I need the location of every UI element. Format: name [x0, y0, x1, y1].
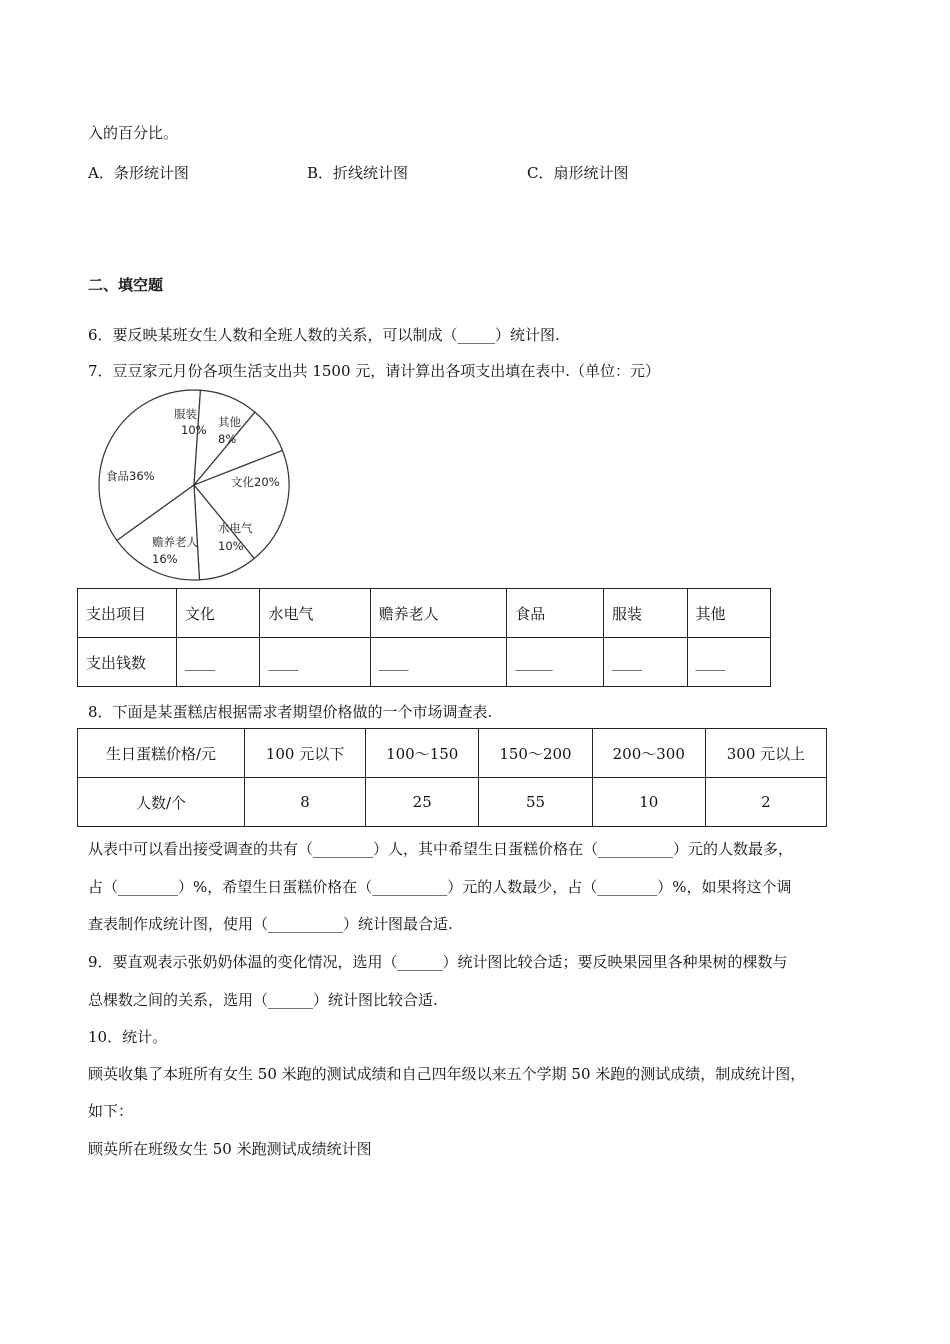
answer-blank[interactable]: ____	[260, 638, 370, 687]
q9-line-1: 9．要直观表示张奶奶体温的变化情况，选用（______）统计图比较合适；要反映果园里各种果树的棵数与	[88, 953, 788, 971]
table-cell: 150～200	[479, 729, 592, 778]
pie-label-elder-pct: 16%	[152, 552, 178, 566]
q8-line-3: 查表制作成统计图，使用（__________）统计图最合适.	[88, 915, 453, 933]
q10-line-1: 顾英收集了本班所有女生 50 米跑的测试成绩和自己四年级以来五个学期 50 米跑的测试成绩，制成统计图，	[88, 1065, 806, 1083]
table-cell: 100～150	[366, 729, 479, 778]
table-cell: 水电气	[260, 589, 370, 638]
answer-blank[interactable]: ____	[687, 638, 771, 687]
q10-line-2: 如下：	[88, 1102, 134, 1120]
table-row	[78, 589, 771, 638]
table-cell: 300 元以上	[705, 729, 826, 778]
pie-label-utility-pct: 10%	[218, 539, 244, 553]
cake-survey-table	[77, 728, 827, 827]
table-cell: 10	[592, 778, 705, 827]
pie-label-clothes-pct: 10%	[181, 423, 207, 437]
pie-label-elder: 赡养老人	[152, 535, 198, 549]
q8-line-2: 占（________）%，希望生日蛋糕价格在（__________）元的人数最少，占（________）%，如果将这个调	[88, 878, 792, 896]
table-row	[78, 729, 827, 778]
table-cell: 100 元以下	[245, 729, 366, 778]
section-title: 二、填空题	[88, 276, 164, 294]
table-cell: 文化	[177, 589, 260, 638]
table-cell: 食品	[507, 589, 604, 638]
table-cell: 25	[366, 778, 479, 827]
q5-tail: 入的百分比。	[88, 124, 179, 142]
pie-label-food: 食品36%	[106, 469, 155, 483]
answer-blank[interactable]: _____	[507, 638, 604, 687]
pie-label-utility: 水电气	[218, 521, 253, 535]
q5-option-c[interactable]: C．扇形统计图	[527, 164, 629, 182]
answer-blank[interactable]: ____	[177, 638, 260, 687]
table-cell: 8	[245, 778, 366, 827]
table-cell: 200～300	[592, 729, 705, 778]
q10-caption: 顾英所在班级女生 50 米跑测试成绩统计图	[88, 1140, 372, 1158]
pie-chart	[92, 388, 302, 584]
q8-text: 8．下面是某蛋糕店根据需求者期望价格做的一个市场调查表.	[88, 703, 493, 721]
table-cell: 人数/个	[78, 778, 245, 827]
q7-text: 7．豆豆家元月份各项生活支出共 1500 元，请计算出各项支出填在表中.（单位：元）	[88, 362, 661, 380]
table-cell: 支出项目	[78, 589, 177, 638]
table-row	[78, 778, 827, 827]
answer-blank[interactable]: ____	[604, 638, 687, 687]
pie-label-other-pct: 8%	[218, 432, 237, 446]
answer-blank[interactable]: ____	[370, 638, 507, 687]
expense-table	[77, 588, 771, 687]
q6-text: 6．要反映某班女生人数和全班人数的关系，可以制成（_____）统计图.	[88, 326, 560, 344]
pie-label-other: 其他	[218, 415, 241, 429]
table-cell: 生日蛋糕价格/元	[78, 729, 245, 778]
table-row	[78, 638, 771, 687]
table-cell: 支出钱数	[78, 638, 177, 687]
table-cell: 2	[705, 778, 826, 827]
q5-option-b[interactable]: B．折线统计图	[307, 164, 409, 182]
q9-line-2: 总棵数之间的关系，选用（______）统计图比较合适.	[88, 991, 438, 1009]
pie-label-culture: 文化20%	[231, 475, 280, 489]
q10-title: 10．统计。	[88, 1028, 168, 1046]
table-cell: 赡养老人	[370, 589, 507, 638]
table-cell: 服装	[604, 589, 687, 638]
table-cell: 55	[479, 778, 592, 827]
q5-option-a[interactable]: A．条形统计图	[88, 164, 189, 182]
pie-label-clothes: 服装	[174, 407, 197, 421]
table-cell: 其他	[687, 589, 771, 638]
q8-line-1: 从表中可以看出接受调查的共有（________）人，其中希望生日蛋糕价格在（__________）元的人数最多，	[88, 840, 794, 858]
